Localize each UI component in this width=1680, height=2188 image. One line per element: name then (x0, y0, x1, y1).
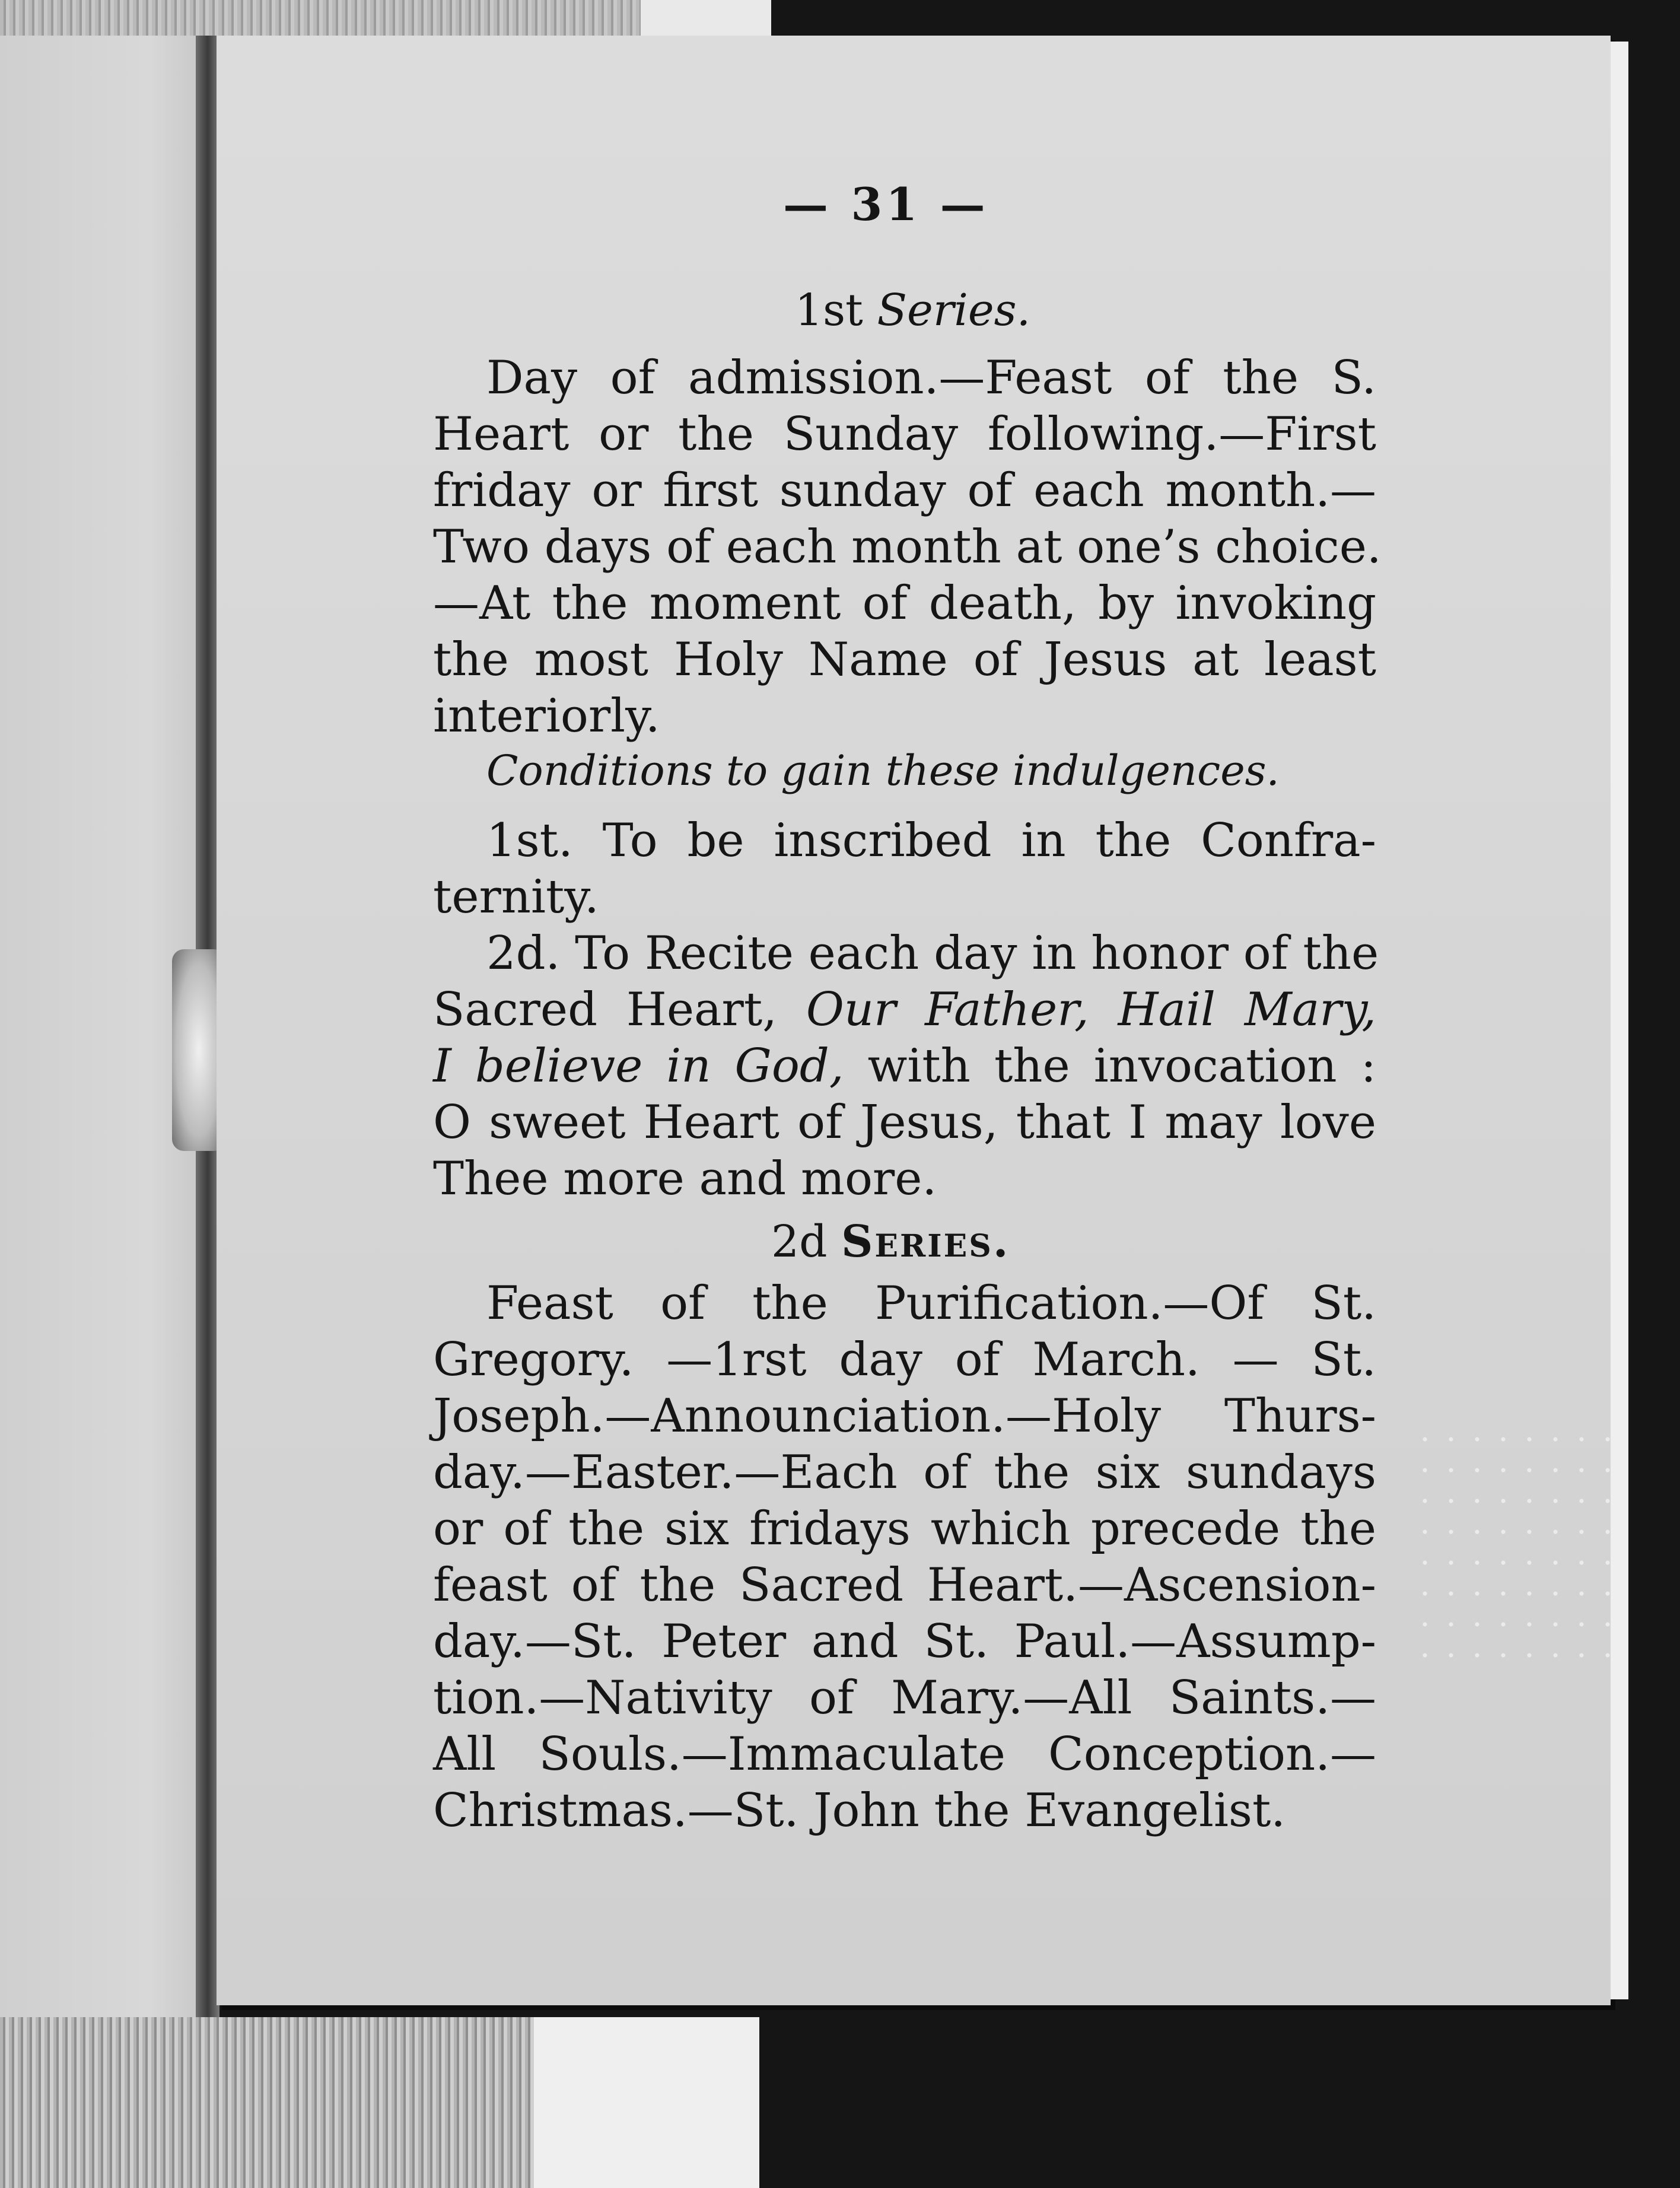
conditions-heading: Conditions to gain these indulgences. (486, 746, 1280, 795)
condition-1-line: ternity. (433, 870, 599, 924)
condition-2-text: with the invocation : (844, 1039, 1376, 1093)
series1-line: Heart or the Sunday following.—First (433, 408, 1376, 461)
condition-2-line (433, 982, 1376, 1038)
series1-heading-italic: Series. (877, 285, 1031, 336)
series1-line: interiorly. (433, 689, 660, 743)
series2-line: day.—St. Peter and St. Paul.—Assump- (433, 1615, 1376, 1668)
condition-2-line (433, 1038, 1376, 1095)
perforation-dots (1412, 1424, 1614, 1661)
binding-fabric-bottom (0, 2017, 593, 2188)
series2-line: Joseph.—Announciation.—Holy Thurs- (433, 1389, 1376, 1443)
series1-body (433, 350, 1382, 745)
series2-heading-smallcaps: Series. (841, 1216, 1010, 1267)
series2-line: or of the six fridays which precede the (433, 1502, 1376, 1556)
condition-2-text: Sacred Heart, (433, 983, 806, 1036)
series2-body (433, 1276, 1376, 1839)
series1-line: the most Holy Name of Jesus at least (433, 633, 1376, 686)
series2-line: tion.—Nativity of Mary.—All Saints.— (433, 1671, 1376, 1725)
condition-1-line: 1st. To be inscribed in the Confra- (486, 814, 1376, 867)
series1-line: —At the moment of death, by invoking (433, 577, 1376, 630)
series2-line: Gregory. —1rst day of March. — St. (433, 1333, 1376, 1386)
condition-2-prayer-creed: I believe in God, (433, 1039, 844, 1093)
series2-line: feast of the Sacred Heart.—Ascension- (433, 1559, 1376, 1612)
condition-2-line: O sweet Heart of Jesus, that I may love (433, 1096, 1376, 1149)
series1-line: Day of admission.—Feast of the S. (486, 351, 1376, 405)
series2-line: All Souls.—Immaculate Conception.— (433, 1728, 1376, 1781)
series1-line: Two days of each month at one’s choice. (433, 520, 1382, 574)
condition-2 (433, 926, 1379, 1207)
binding-paper-bottom (534, 2017, 759, 2188)
condition-2-line: Thee more and more. (433, 1152, 937, 1206)
series1-heading-prefix: 1st (795, 285, 863, 336)
series1-heading (795, 285, 1030, 336)
page-number: — 31 — (783, 178, 989, 231)
series2-heading (771, 1216, 1010, 1267)
condition-2-prayers: Our Father, Hail Mary, (806, 983, 1376, 1036)
condition-2-line: 2d. To Recite each day in honor of the (486, 927, 1379, 980)
series2-line: day.—Easter.—Each of the six sundays (433, 1446, 1376, 1499)
series1-line: friday or first sunday of each month.— (433, 464, 1376, 517)
series2-line: Christmas.—St. John the Evangelist. (433, 1784, 1286, 1837)
series2-heading-prefix: 2d (771, 1216, 828, 1267)
series2-line: Feast of the Purification.—Of St. (486, 1277, 1376, 1330)
condition-1 (433, 813, 1376, 926)
page-right-edge (1611, 42, 1628, 1999)
